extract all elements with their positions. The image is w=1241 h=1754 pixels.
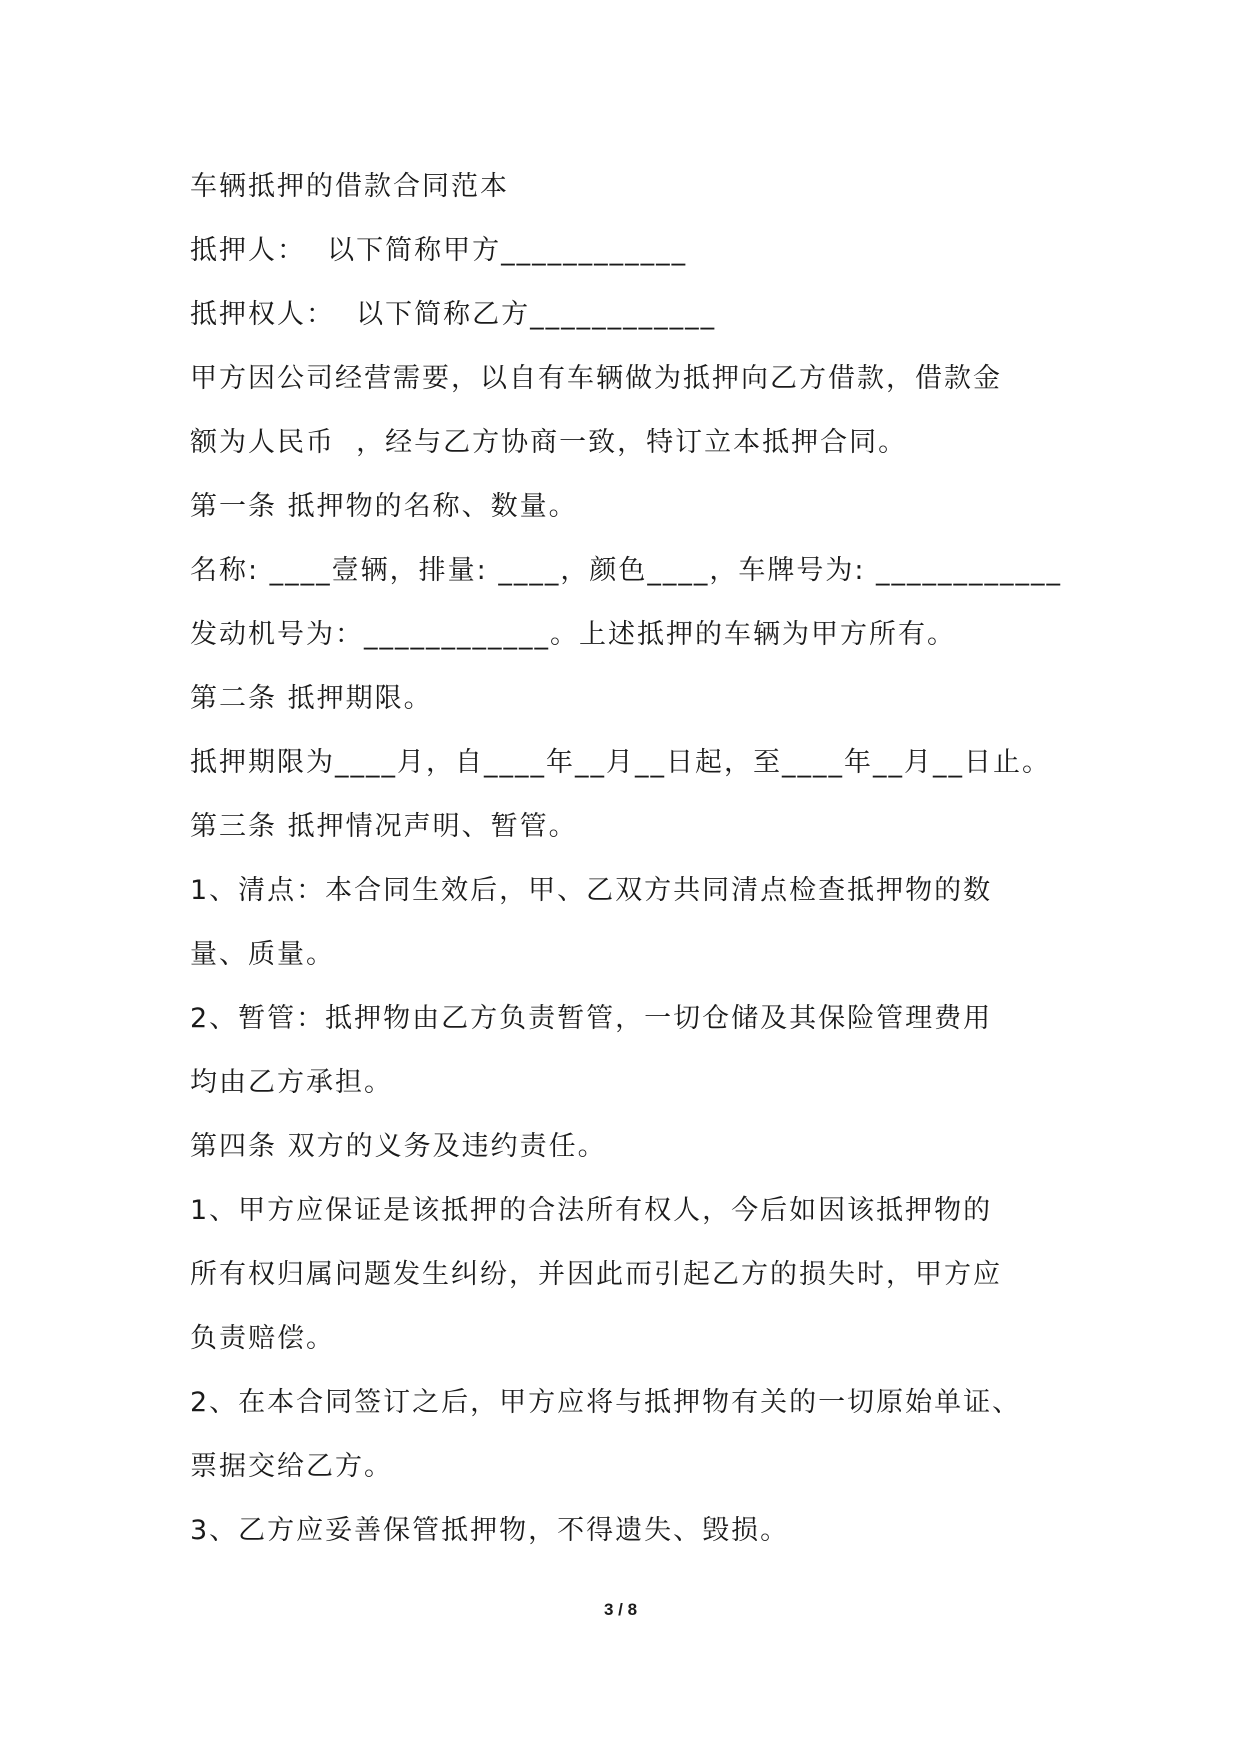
clause-3-2-line-2: 均由乙方承担。 [190, 1067, 393, 1098]
article-1-heading: 第一条 抵押物的名称、数量。 [190, 491, 578, 522]
clause-4-2-line-1: 2、在本合同签订之后，甲方应将与抵押物有关的一切原始单证、 [190, 1387, 1022, 1418]
term-line: 抵押期限为____月，自____年__月__日起，至____年__月__日止。 [190, 747, 1051, 778]
vehicle-details-line: 名称: ____壹辆，排量: ____，颜色____，车牌号为: ____________ [190, 555, 1063, 586]
clause-4-1-line-3: 负责赔偿。 [190, 1323, 335, 1354]
clause-4-2-line-2: 票据交给乙方。 [190, 1451, 393, 1482]
clause-4-1-line-1: 1、甲方应保证是该抵押的合法所有权人，今后如因该抵押物的 [190, 1195, 993, 1226]
article-4-heading: 第四条 双方的义务及违约责任。 [190, 1131, 607, 1162]
article-3-heading: 第三条 抵押情况声明、暂管。 [190, 811, 578, 842]
engine-number-line: 发动机号为：____________。上述抵押的车辆为甲方所有。 [190, 619, 956, 650]
clause-3-1-line-1: 1、清点：本合同生效后，甲、乙双方共同清点检查抵押物的数 [190, 875, 993, 906]
mortgagor-line: 抵押人： 以下简称甲方____________ [190, 235, 688, 266]
preamble-line-1: 甲方因公司经营需要，以自有车辆做为抵押向乙方借款，借款金 [190, 363, 1002, 394]
clause-4-1-line-2: 所有权归属问题发生纠纷，并因此而引起乙方的损失时，甲方应 [190, 1259, 1002, 1290]
article-2-heading: 第二条 抵押期限。 [190, 683, 433, 714]
clause-3-2-line-1: 2、暂管：抵押物由乙方负责暂管，一切仓储及其保险管理费用 [190, 1003, 993, 1034]
document-title: 车辆抵押的借款合同范本 [190, 171, 509, 202]
clause-3-1-line-2: 量、质量。 [190, 939, 335, 970]
contract-body [190, 155, 1070, 1563]
clause-4-3-line-1: 3、乙方应妥善保管抵押物，不得遗失、毁损。 [190, 1515, 790, 1546]
page-number: 3 / 8 [603, 1600, 638, 1619]
mortgagee-line: 抵押权人： 以下简称乙方____________ [190, 299, 717, 330]
preamble-line-2: 额为人民币 ，经与乙方协商一致，特订立本抵押合同。 [190, 427, 908, 458]
